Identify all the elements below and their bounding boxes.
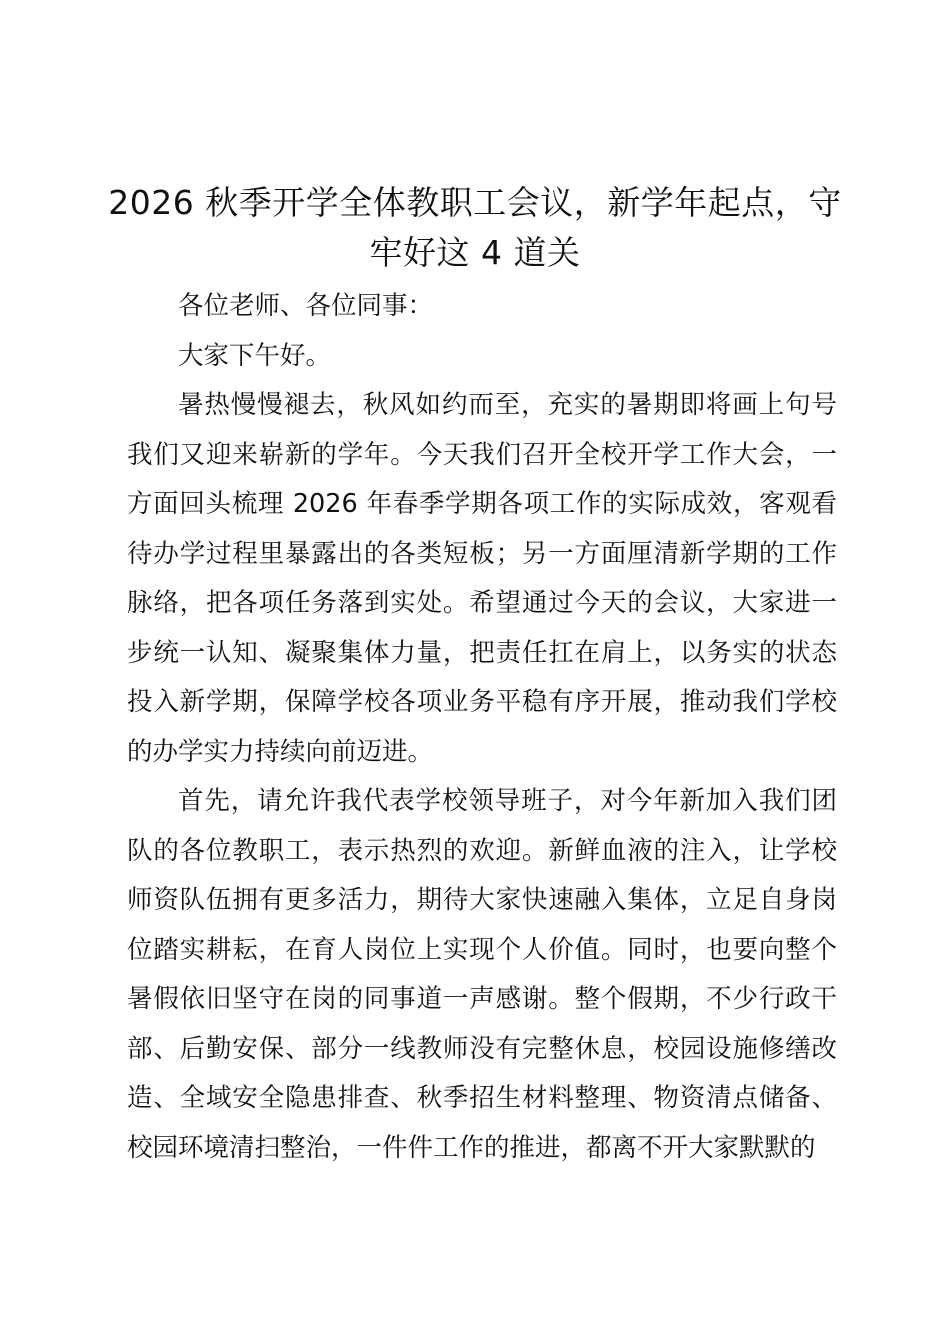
paragraph-welcome: 首先，请允许我代表学校领导班子，对今年新加入我们团队的各位教职工，表示热烈的欢迎。新鲜血液的注入，让学校师资队伍拥有更多活力，期待大家快速融入集体，立足自身岗位踏实耕耘，在育人岗位上实现个人价值。同时，也要向整个暑假依旧坚守在岗的同事道一声感谢。整个假期，不少行政干部、后勤安保、部分一线教师没有完整休息，校园设施修缮改造、全域安全隐患排查、秋季招生材料整理、物资清点储备、校园环境清扫整治，一件件工作的推进，都离不开大家默默的 [127, 786, 837, 1163]
paragraph-salutation: 各位老师、各位同事： [178, 291, 434, 321]
paragraph-opening: 暑热慢慢褪去，秋风如约而至，充实的暑期即将画上句号我们又迎来崭新的学年。今天我们召开全校开学工作大会，一方面回头梳理 2026 年春季学期各项工作的实际成效，客观看待办学过程里暴露出的各类短板；另一方面厘清新学期的工作脉络，把各项任务落到实处。希望通过今天的会议，大家进一步统一认知、凝聚集体力量，把责任扛在肩上，以务实的状态投入新学期，保障学校各项业务平稳有序开展，推动我们学校的办学实力持续向前迈进。 [127, 390, 837, 767]
paragraph-greeting: 大家下午好。 [178, 340, 332, 371]
document-body [127, 282, 837, 1173]
document-title: 2026 秋季开学全体教职工会议，新学年起点，守牢好这 4 道关 [108, 183, 842, 272]
